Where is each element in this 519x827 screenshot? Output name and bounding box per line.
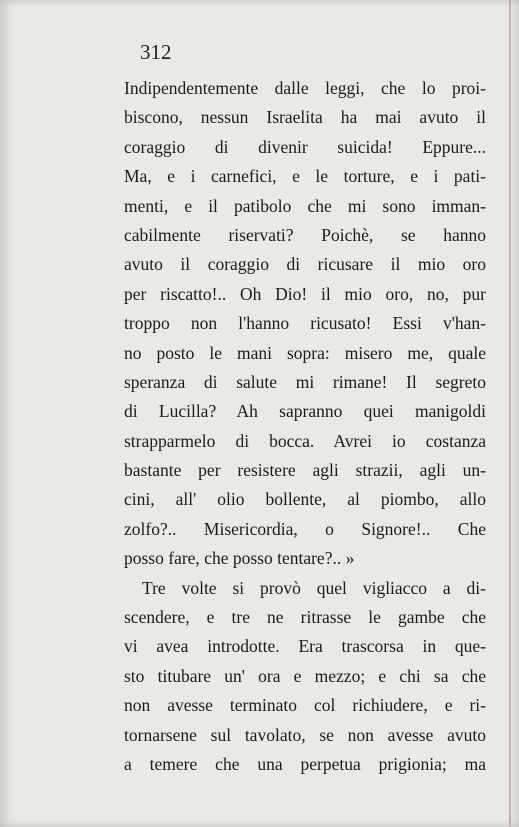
- text-line: scendere, e tre ne ritrasse le gambe che: [124, 607, 486, 628]
- text-line: speranza di salute mi rimane! Il segreto: [124, 371, 486, 392]
- text-line: avuto il coraggio di ricusare il mio oro: [124, 254, 486, 275]
- text-line: no posto le mani sopra: misero me, quale: [124, 342, 486, 363]
- body-text: [124, 74, 486, 779]
- text-line: per riscatto!.. Oh Dio! il mio oro, no, pur: [124, 283, 486, 304]
- text-line: Ma, e i carnefici, e le torture, e i pati-: [124, 166, 486, 187]
- text-line: Indipendentemente dalle leggi, che lo proi-: [124, 78, 486, 98]
- text-line: vi avea introdotte. Era trascorsa in que-: [124, 636, 486, 657]
- text-line: di Lucilla? Ah sapranno quei manigoldi: [124, 401, 486, 422]
- text-line: cabilmente riservati? Poichè, se hanno: [124, 224, 486, 245]
- text-line: menti, e il patibolo che mi sono imman-: [124, 195, 486, 216]
- text-line: sto titubare un' ora e mezzo; e chi sa che: [124, 665, 486, 686]
- text-line: bastante per resistere agli strazii, agli un-: [124, 460, 486, 481]
- page-number: 312: [140, 40, 172, 64]
- text-line: troppo non l'hanno ricusato! Essi v'han-: [124, 313, 486, 334]
- page-edge-rule: [509, 0, 511, 827]
- text-line: posso fare, che posso tentare?.. »: [124, 548, 355, 569]
- text-line: non avesse terminato col richiudere, e ri-: [124, 695, 486, 716]
- text-line: biscono, nessun Israelita ha mai avuto il: [124, 107, 486, 128]
- text-line: zolfo?.. Misericordia, o Signore!.. Che: [124, 518, 486, 539]
- text-line: strapparmelo di bocca. Avrei io costanza: [124, 430, 486, 451]
- text-line: a temere che una perpetua prigionia; ma: [124, 753, 486, 774]
- text-line: coraggio di divenir suicida! Eppure...: [124, 136, 486, 157]
- text-line: tornarsene sul tavolato, se non avesse avuto: [124, 724, 486, 745]
- paragraph-start-line: Tre volte si provò quel vigliacco a di-: [142, 577, 486, 598]
- text-line: cini, all' olio bollente, al piombo, allo: [124, 489, 486, 510]
